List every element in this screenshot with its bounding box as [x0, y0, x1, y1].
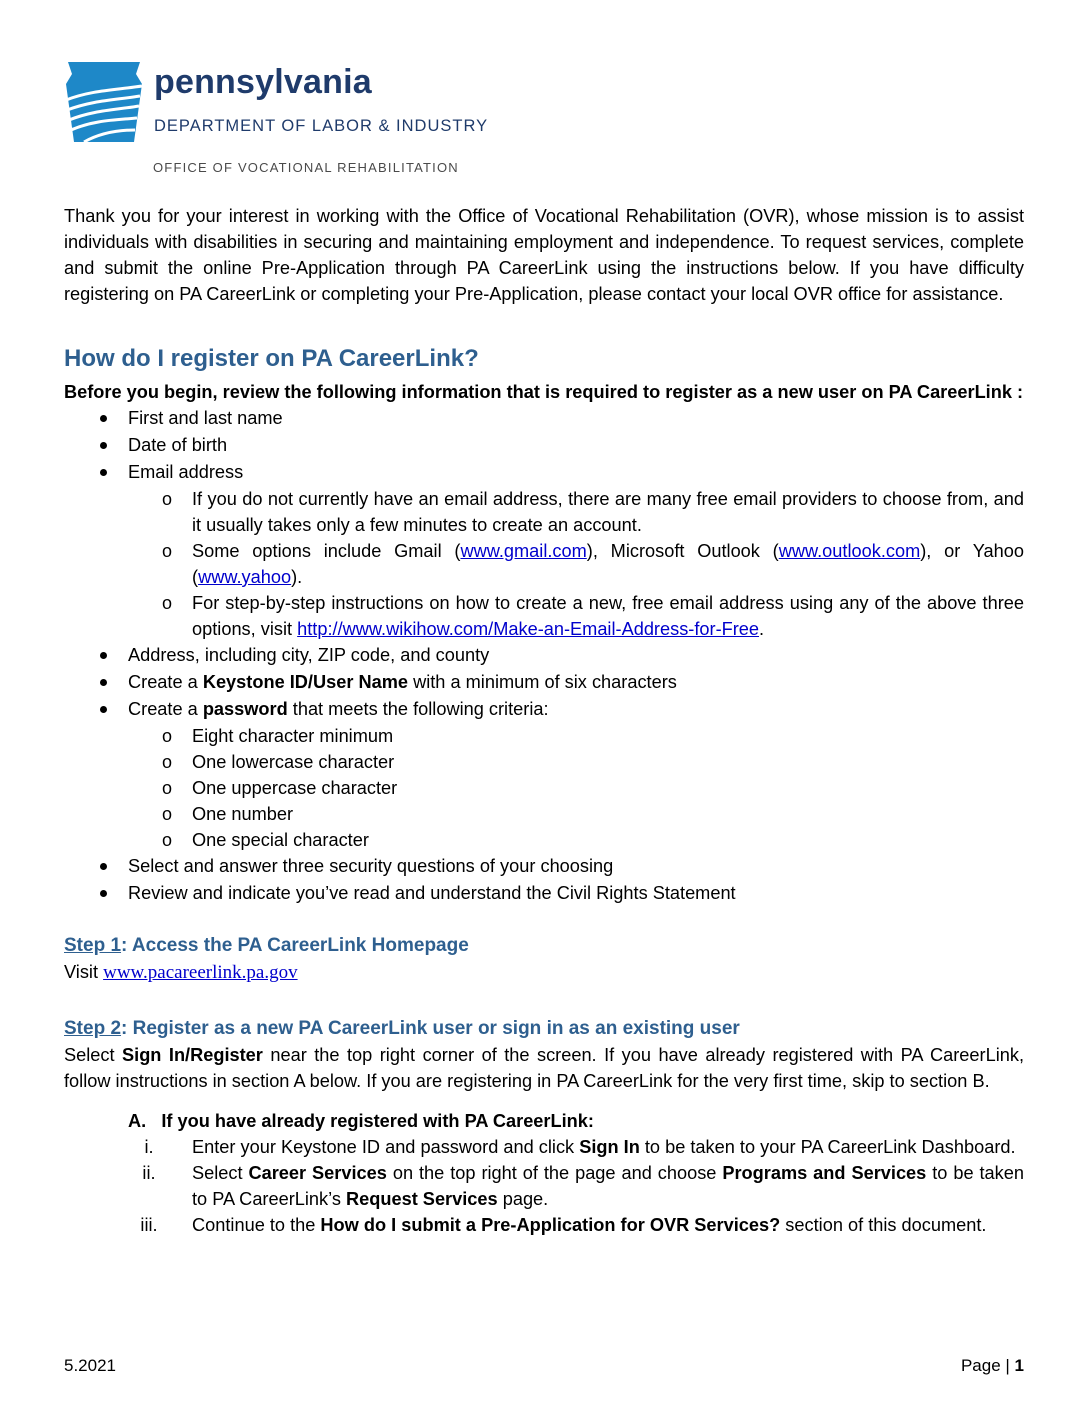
list-item: Date of birth [64, 432, 1024, 459]
requirements-list [64, 405, 1024, 907]
footer-date: 5.2021 [64, 1356, 116, 1375]
list-item: Address, including city, ZIP code, and county [64, 642, 1024, 669]
list-item: Create a password that meets the following criteria: o Eight character minimum o One lowercase character o One uppercase character o One number o One special character [64, 696, 1024, 853]
list-item: Select and answer three security questions of your choosing [64, 853, 1024, 880]
step2-label: Step 2 [64, 1018, 122, 1039]
gmail-link[interactable]: www.gmail.com [460, 541, 587, 561]
sub-list-item: o Some options include Gmail (www.gmail.com), Microsoft Outlook (www.outlook.com), or Yahoo (www.yahoo). [128, 538, 1024, 590]
step1-heading: Step 1: Access the PA CareerLink Homepage [64, 935, 469, 956]
step1-text: Visit www.pacareerlink.pa.gov [64, 962, 298, 983]
pacareerlink-link[interactable]: www.pacareerlink.pa.gov [103, 962, 298, 983]
document-body [64, 203, 1024, 1238]
sub-list-item: o If you do not currently have an email address, there are many free email providers to choose from, and it usually takes only a few minutes to create an account. [128, 486, 1024, 538]
sub-list-item: o Eight character minimum [128, 723, 1024, 749]
footer-page: Page | 1 [960, 1356, 1024, 1375]
step2-text: Select Sign In/Register near the top right corner of the screen. If you have already registered with PA CareerLink, follow instructions in section A below. If you are registering in PA CareerLink for the very first time, skip to section B. [64, 1045, 1025, 1091]
password-criteria-list [128, 723, 1024, 853]
section-a-steps [128, 1134, 1024, 1238]
list-item: First and last name [64, 405, 1024, 432]
section-a-heading: A. If you have already registered with PA CareerLink: [128, 1111, 594, 1131]
sub-list-item: o For step-by-step instructions on how to create a new, free email address using any of the above three options, visit http://www.wikihow.com/Make-an-Email-Address-for-Free. [128, 590, 1024, 642]
logo-subtitle: DEPARTMENT OF LABOR & INDUSTRY [154, 117, 489, 135]
sub-list-item: o One uppercase character [128, 775, 1024, 801]
keystone-logo-icon [64, 60, 144, 144]
list-item: iii. Continue to the How do I submit a Pre-Application for OVR Services? section of this document. [140, 1215, 987, 1235]
yahoo-link[interactable]: www.yahoo [198, 567, 292, 587]
intro-paragraph: Thank you for your interest in working with the Office of Vocational Rehabilitation (OVR), whose mission is to assist individuals with disabilities in securing and maintaining employment and independence. To request services, complete and submit the online Pre-Application through PA CareerLink using the instructions below. If you have difficulty registering on PA CareerLink or completing your Pre-Application, please contact your local OVR office for assistance. [64, 206, 1024, 304]
outlook-link[interactable]: www.outlook.com [778, 541, 921, 561]
email-sublist [128, 486, 1024, 642]
sub-list-item: o One special character [128, 827, 1024, 853]
list-item: ii. Select Career Services on the top right of the page and choose Programs and Services to be taken to PA CareerLink’s Request Services page. [142, 1163, 1024, 1209]
list-item: i. Enter your Keystone ID and password and click Sign In to be taken to your PA CareerLink Dashboard. [144, 1137, 1016, 1157]
step2-heading: Step 2: Register as a new PA CareerLink user or sign in as an existing user [64, 1018, 740, 1039]
requirements-lead: Before you begin, review the following information that is required to register as a new user on PA CareerLink : [64, 382, 1024, 402]
list-item: Review and indicate you’ve read and understand the Civil Rights Statement [64, 880, 1024, 907]
sub-list-item: o One number [128, 801, 1024, 827]
header [64, 60, 544, 190]
wikihow-link[interactable]: http://www.wikihow.com/Make-an-Email-Address-for-Free [297, 619, 760, 639]
sub-list-item: o One lowercase character [128, 749, 1024, 775]
section-a [128, 1108, 1024, 1238]
section-heading-register: How do I register on PA CareerLink? [64, 345, 479, 372]
list-item: Create a Keystone ID/User Name with a minimum of six characters [64, 669, 1024, 696]
step1-label: Step 1 [64, 935, 122, 956]
logo-title: pennsylvania [154, 63, 372, 101]
office-name: OFFICE OF VOCATIONAL REHABILITATION [153, 160, 459, 175]
list-item: Email address o If you do not currently have an email address, there are many free email providers to choose from, and it usually takes only a few minutes to create an account. o Some options include Gmail (www.gmail.com), Microsoft Outlook (www.outlook.com), or Yahoo (www.yahoo). o For step-by-step instructions on how to create a new, free email address using any of the above three options, visit http://www.wikihow.com/Make-an-Email-Address-for-Free. [64, 459, 1024, 642]
